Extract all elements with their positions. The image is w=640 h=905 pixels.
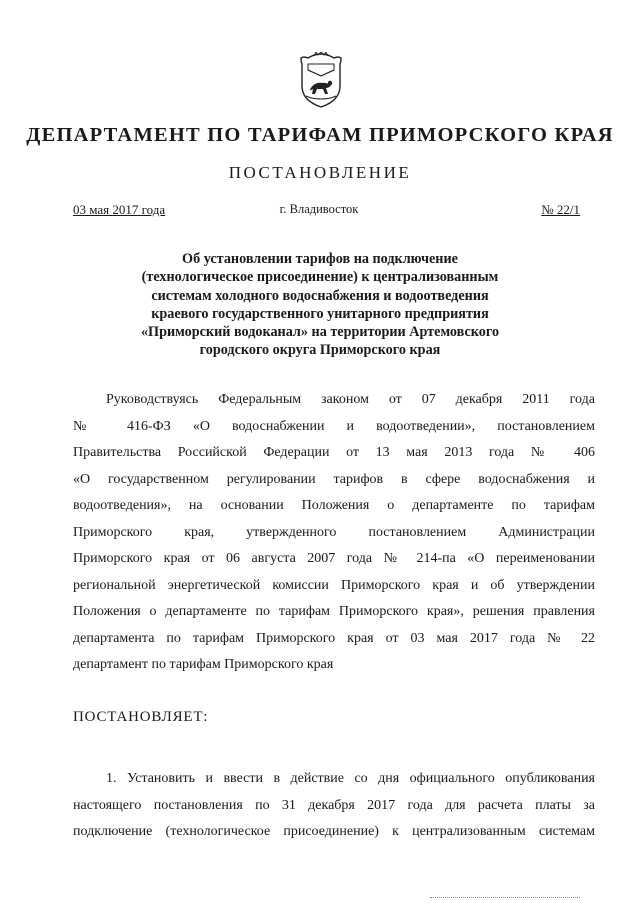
document-title	[90, 250, 550, 360]
preamble-line: региональной энергетической комиссии Приморского края и об утверждении	[73, 577, 595, 593]
document-city: г. Владивосток	[279, 202, 359, 216]
document-type: ПОСТАНОВЛЕНИЕ	[228, 163, 412, 182]
document-date: 03 мая 2017 года	[73, 202, 166, 217]
preamble-line: Приморского края от 06 августа 2007 года № 214-па «О переименовании	[73, 551, 595, 566]
preamble-line: «О государственном регулировании тарифов в сфере водоснабжения и	[73, 471, 595, 487]
preamble-line: Правительства Российской Федерации от 13 мая 2013 года № 406	[73, 445, 595, 460]
document-number: № 22/1	[541, 202, 580, 217]
resolves-heading: ПОСТАНОВЛЯЕТ:	[73, 709, 209, 725]
item-line: подключение (технологическое присоединение) к централизованным системам	[73, 824, 595, 839]
preamble-line: департамент по тарифам Приморского края	[73, 657, 334, 672]
item-line: настоящего постановления по 31 декабря 2017 года для расчета платы за	[73, 797, 595, 813]
primorsky-krai-coat-of-arms-icon	[296, 52, 346, 108]
preamble-line: № 416-ФЗ «О водоснабжении и водоотведении», постановлением	[73, 418, 595, 434]
preamble-line: водоотведения», на основании Положения о департаменте по тарифам	[73, 498, 595, 513]
title-line: «Приморский водоканал» на территории Артемовского	[140, 324, 500, 341]
title-line: городского округа Приморского края	[199, 342, 441, 359]
preamble-line: Приморского края, утвержденного постановлением Администрации	[73, 524, 595, 540]
title-line: системам холодного водоснабжения и водоотведения	[151, 287, 489, 304]
item-line: 1. Установить и ввести в действие со дня официального опубликования	[106, 771, 595, 786]
department-heading: ДЕПАРТАМЕНТ ПО ТАРИФАМ ПРИМОРСКОГО КРАЯ	[26, 124, 614, 146]
title-line: (технологическое присоединение) к централизованным	[141, 269, 499, 286]
title-line: краевого государственного унитарного предприятия	[151, 305, 489, 322]
page-bottom-divider	[430, 897, 580, 899]
item-1-paragraph	[73, 766, 595, 846]
preamble-line: департамента по тарифам Приморского края от 03 мая 2017 года № 22	[73, 630, 595, 646]
preamble-line: Руководствуясь Федеральным законом от 07 декабря 2011 года	[106, 392, 595, 407]
preamble-line: Положения о департаменте по тарифам Приморского края», решения правления	[73, 604, 595, 619]
preamble-paragraph	[73, 387, 595, 679]
title-line: Об установлении тарифов на подключение	[182, 251, 458, 267]
